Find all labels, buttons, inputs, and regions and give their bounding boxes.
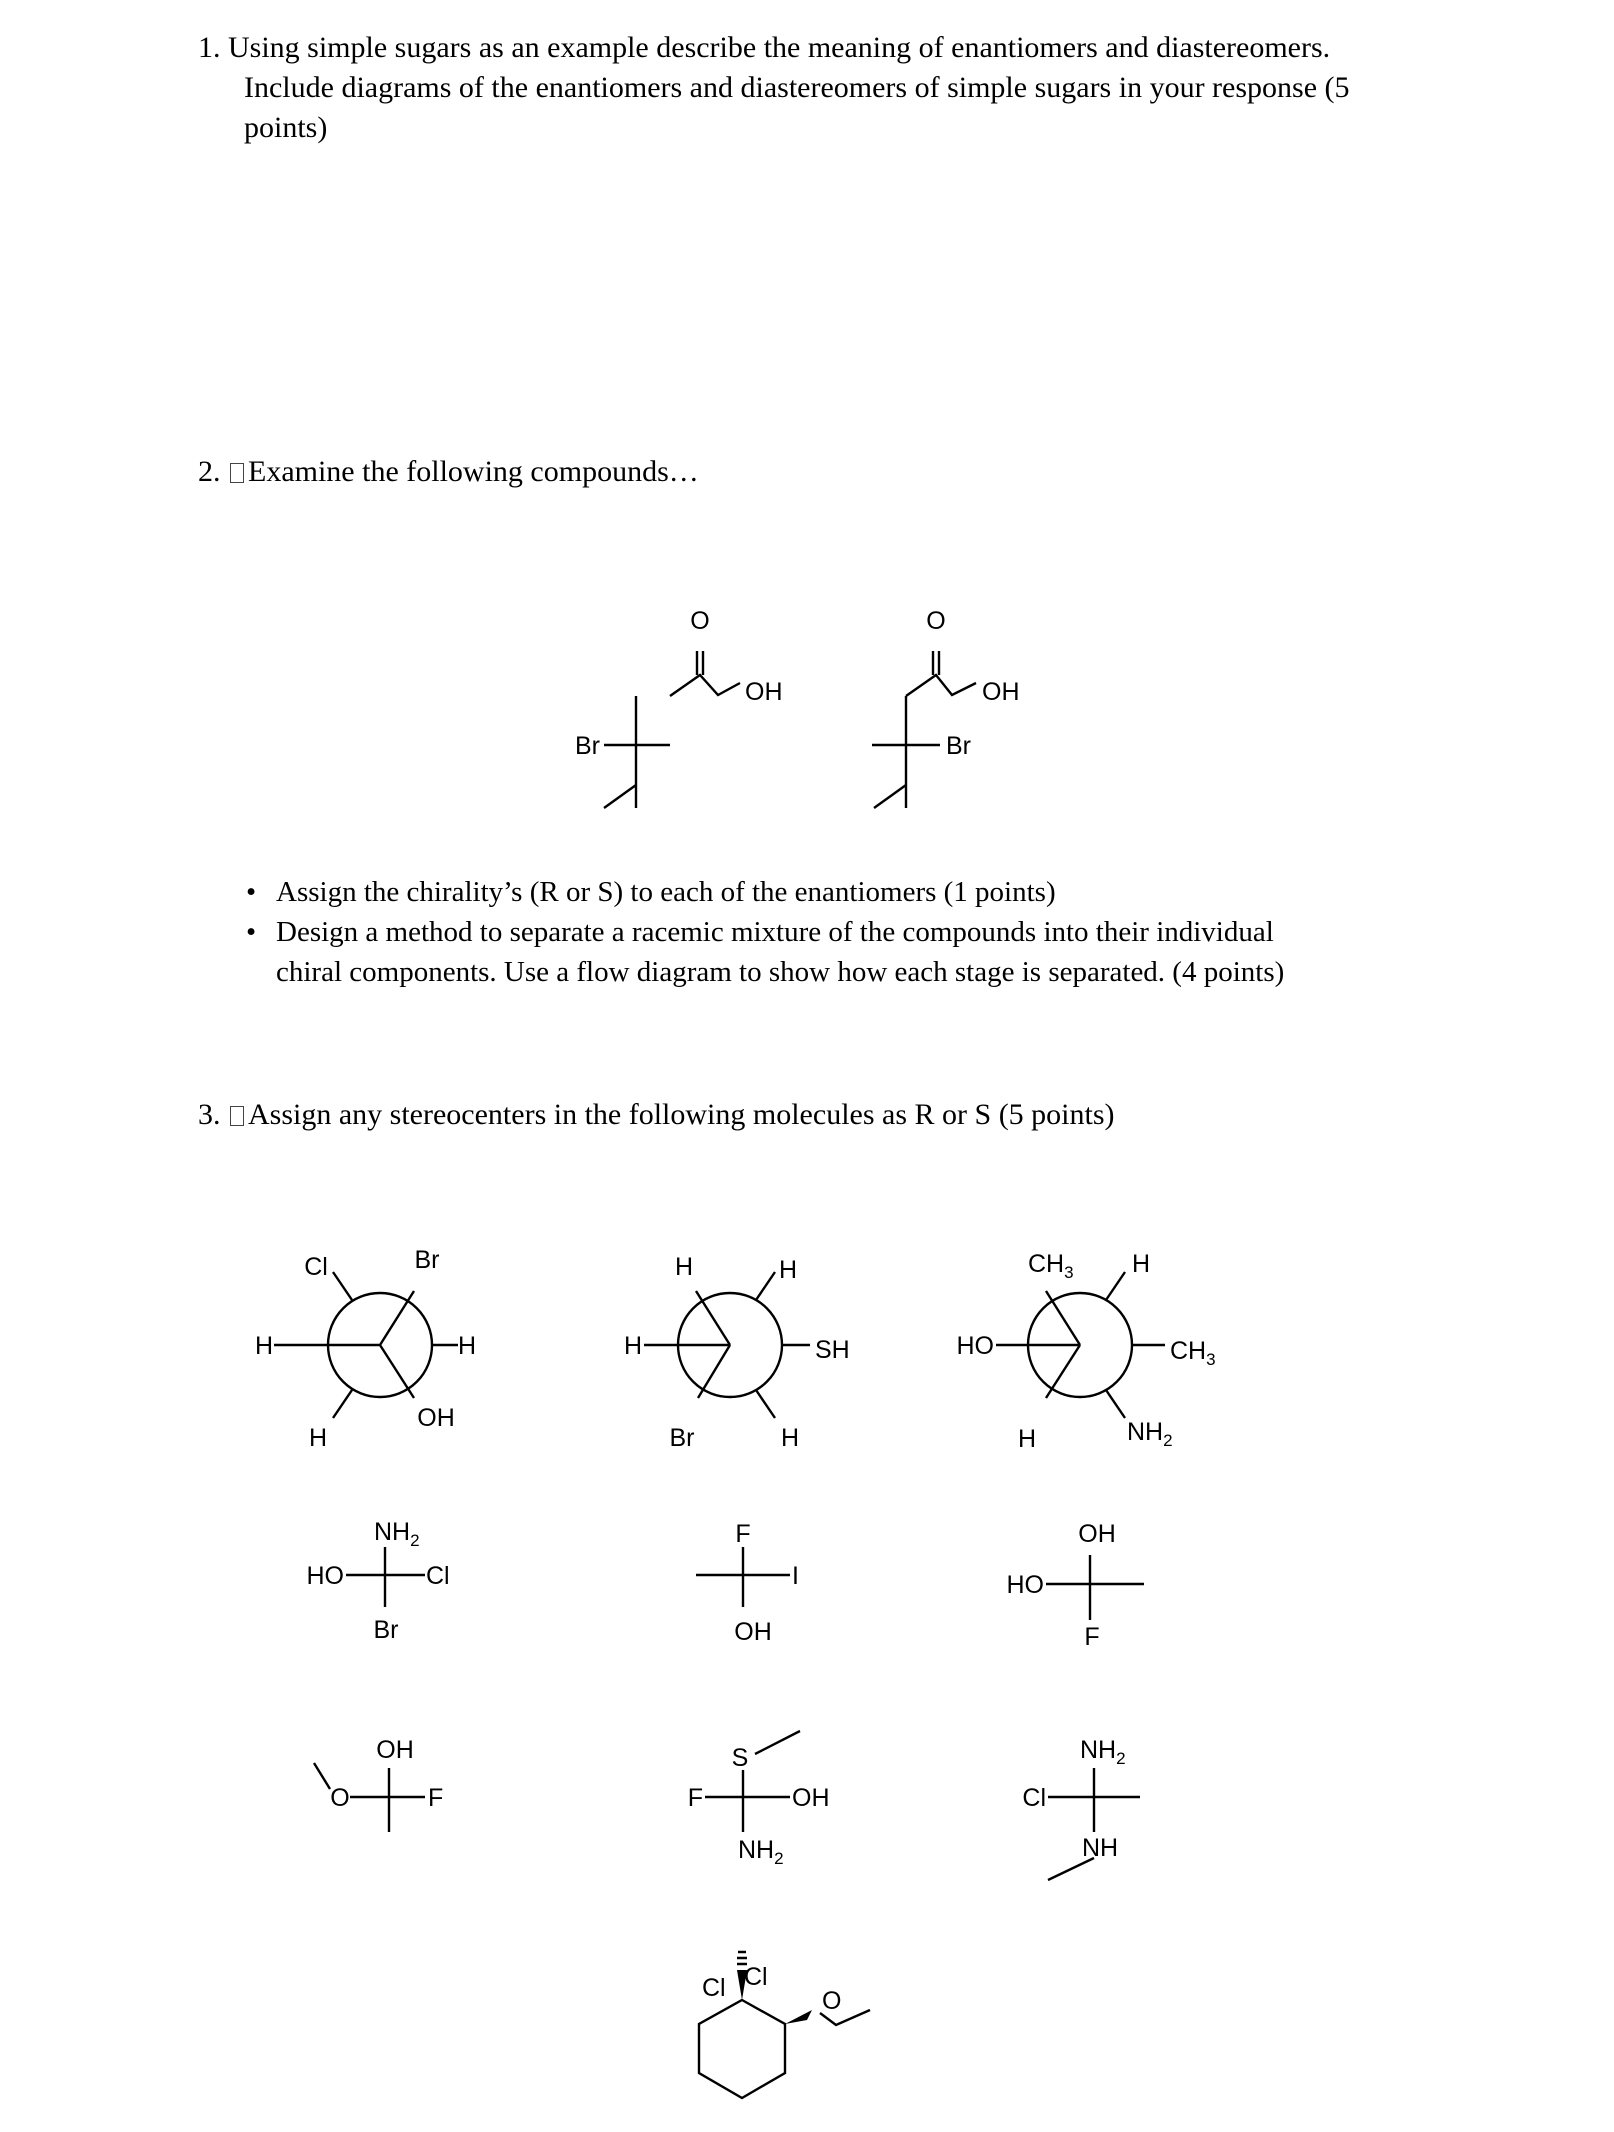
q2-molecule-left [575,607,783,808]
front-bottom-label: Br [669,1424,695,1452]
back-right-label: H [458,1332,477,1360]
fischer-projection-2 [696,1520,799,1646]
fischer-projection-3 [1007,1520,1145,1651]
question-1-line-3: points) [244,111,328,144]
bullet-text: Design a method to separate a racemic mixture of the compounds into their individual [276,916,1274,948]
front-top-label: $CH_3$ [1028,1250,1074,1282]
cyclohexane-structure [699,1952,870,2098]
fischer-projection-6 [1022,1736,1140,1880]
bullet-icon: • [246,916,257,948]
back-top-label: H [778,1256,798,1284]
question-1-text: Using simple sugars as an example describe the meaning of enantiomers and diastereomers. [228,31,1331,64]
top-label: F [735,1520,751,1548]
bullet-text: chiral components. Use a flow diagram to show how each stage is separated. (4 points) [276,956,1285,988]
bottom-label: NH [1081,1834,1119,1862]
back-top-label: Cl [304,1253,328,1281]
front-left-label: H [623,1332,642,1360]
question-number: 3. [198,1098,221,1131]
left-label: HO [1006,1571,1044,1599]
back-top-label: H [1131,1250,1151,1278]
bullet-icon: • [246,876,257,908]
hydroxyl-label: OH [982,678,1020,706]
left-label: F [687,1784,703,1812]
question-number: 1. [198,31,221,64]
newman-projection-3 [957,1250,1216,1453]
back-bottom-label: H [308,1424,328,1452]
front-left-label: HO [956,1332,994,1360]
left-label: Cl [1022,1784,1046,1812]
bottom-label: $NH_2$ [738,1836,784,1868]
back-right-label: $CH_3$ [1170,1337,1216,1369]
chlorine-label: Cl [744,1963,768,1991]
front-top-label: H [674,1253,694,1281]
left-label: O [330,1784,350,1812]
right-label: Cl [426,1562,450,1590]
bottom-label: OH [734,1618,772,1646]
question-3-text: Assign any stereocenters in the following molecules as R or S (5 points) [248,1098,1115,1131]
top-label: S [731,1744,749,1772]
top-label: OH [376,1736,414,1764]
front-bottom-label: H [1017,1425,1037,1453]
newman-projection-1 [255,1246,476,1452]
bottom-label: F [1084,1623,1100,1651]
back-bottom-label: $NH_2$ [1127,1418,1173,1450]
top-label: $NH_2$ [374,1518,420,1550]
right-label: I [792,1562,799,1590]
bullet-text: Assign the chirality’s (R or S) to each of the enantiomers (1 points) [276,876,1056,908]
front-bottom-label: OH [417,1404,455,1432]
oxygen-label: O [690,607,710,635]
wedge-bond [785,2010,812,2024]
hydroxyl-label: OH [745,678,783,706]
oxygen-label: O [822,1987,842,2015]
question-number: 2. [198,455,221,488]
bromine-label: Br [946,732,971,760]
question-2-text: Examine the following compounds… [248,455,699,488]
newman-projection-2 [624,1253,850,1452]
fischer-projection-1 [307,1518,450,1644]
bottom-label: Br [373,1616,399,1644]
fischer-projection-4 [314,1736,443,1832]
bromine-label: Br [575,732,600,760]
oxygen-label: O [926,607,946,635]
front-left-label: H [254,1332,273,1360]
fischer-projection-5 [688,1731,830,1868]
top-label: OH [1078,1520,1116,1548]
back-bottom-label: H [780,1424,800,1452]
front-top-label: Br [414,1246,440,1274]
top-label: $NH_2$ [1080,1736,1126,1768]
q2-molecule-right [872,607,1020,808]
right-label: OH [792,1784,830,1812]
back-right-label: SH [815,1336,850,1364]
question-1-line-2: Include diagrams of the enantiomers and diastereomers of simple sugars in your response (5 [244,71,1350,104]
chlorine-label: Cl [702,1974,726,2002]
left-label: HO [306,1562,344,1590]
right-label: F [428,1784,444,1812]
